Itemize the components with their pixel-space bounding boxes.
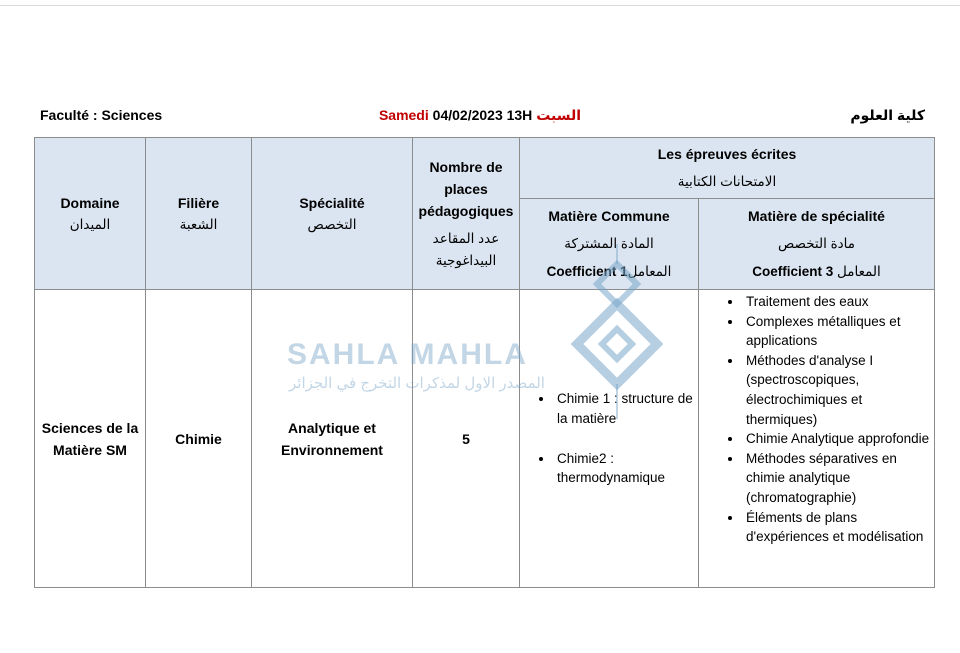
header-specialite-ar: التخصص — [307, 216, 357, 232]
header-specialty-fr: Matière de spécialité — [748, 208, 885, 224]
exam-table — [34, 137, 935, 588]
header-epreuves-ar: الامتحانات الكتابية — [677, 174, 777, 189]
header-commune-ar: المادة المشتركة — [564, 236, 654, 251]
commune-coef-ar: المعامل — [627, 264, 672, 279]
row-places: 5 — [413, 290, 520, 588]
header-domain-ar: الميدان — [69, 216, 111, 232]
list-item: • Chimie Analytique approfondie — [743, 429, 930, 449]
header-places-fr: Nombre de places pédagogiques — [418, 158, 514, 219]
header-specialite — [252, 138, 413, 290]
faculty-label-fr: Faculté : Sciences — [40, 107, 163, 123]
specialty-coef-ar: المعامل — [837, 264, 881, 279]
row-filiere: Chimie — [146, 290, 252, 588]
exam-date-value: 04/02/2023 13H — [432, 107, 533, 123]
commune-subject-list — [524, 389, 694, 487]
list-item: • Traitement des eaux — [743, 292, 930, 312]
header-domain — [35, 138, 146, 290]
header-places-ar: عدد المقاعد البيداغوجية — [432, 230, 500, 268]
row-domain: Sciences de la Matière SM — [35, 290, 146, 588]
exam-day-fr: Samedi — [378, 107, 429, 123]
header-specialty-subject — [699, 199, 935, 290]
header-filiere-ar: الشعبة — [179, 216, 218, 232]
watermark-subtitle: المصدر الاول لمذكرات التخرج في الجزائر — [289, 375, 545, 392]
header-specialty-ar: مادة التخصص — [777, 236, 856, 251]
row-specialty-subjects — [699, 290, 935, 588]
row-specialite: Analytique et Environnement — [252, 290, 413, 588]
list-item: • Méthodes d'analyse I (spectroscopiques, électrochimiques et thermiques) — [743, 351, 930, 429]
list-item: • Chimie2 : thermodynamique — [554, 449, 694, 488]
header-filiere — [146, 138, 252, 290]
row-commune-subjects — [520, 290, 699, 588]
header-commune-coef — [524, 261, 694, 283]
list-item: • Chimie 1 : structure de la matière — [554, 389, 694, 428]
header-epreuves-fr: Les épreuves écrites — [657, 146, 797, 162]
header-commune-fr: Matière Commune — [548, 208, 670, 224]
list-item: • Complexes métalliques et applications — [743, 312, 930, 351]
header-specialite-fr: Spécialité — [299, 194, 365, 211]
commune-coef-fr: Coefficient 1 — [546, 264, 628, 279]
header-specialty-coef — [703, 261, 930, 283]
specialty-coef-fr: Coefficient 3 — [752, 264, 834, 279]
page-top-border — [0, 5, 960, 6]
header-domain-fr: Domaine — [60, 194, 120, 211]
exam-day-ar: السبت — [536, 107, 582, 123]
header-epreuves — [520, 138, 935, 199]
header-commune — [520, 199, 699, 290]
exam-date — [0, 107, 960, 124]
specialty-subject-list — [703, 292, 930, 547]
header-places — [413, 138, 520, 290]
faculty-label-ar: كلية العلوم — [850, 107, 925, 123]
list-item: • Éléments de plans d'expériences et modélisation — [743, 508, 930, 547]
header-filiere-fr: Filière — [177, 194, 220, 211]
list-item: • Méthodes séparatives en chimie analytique (chromatographie) — [743, 449, 930, 508]
watermark-title: SAHLA MAHLA — [287, 338, 528, 371]
